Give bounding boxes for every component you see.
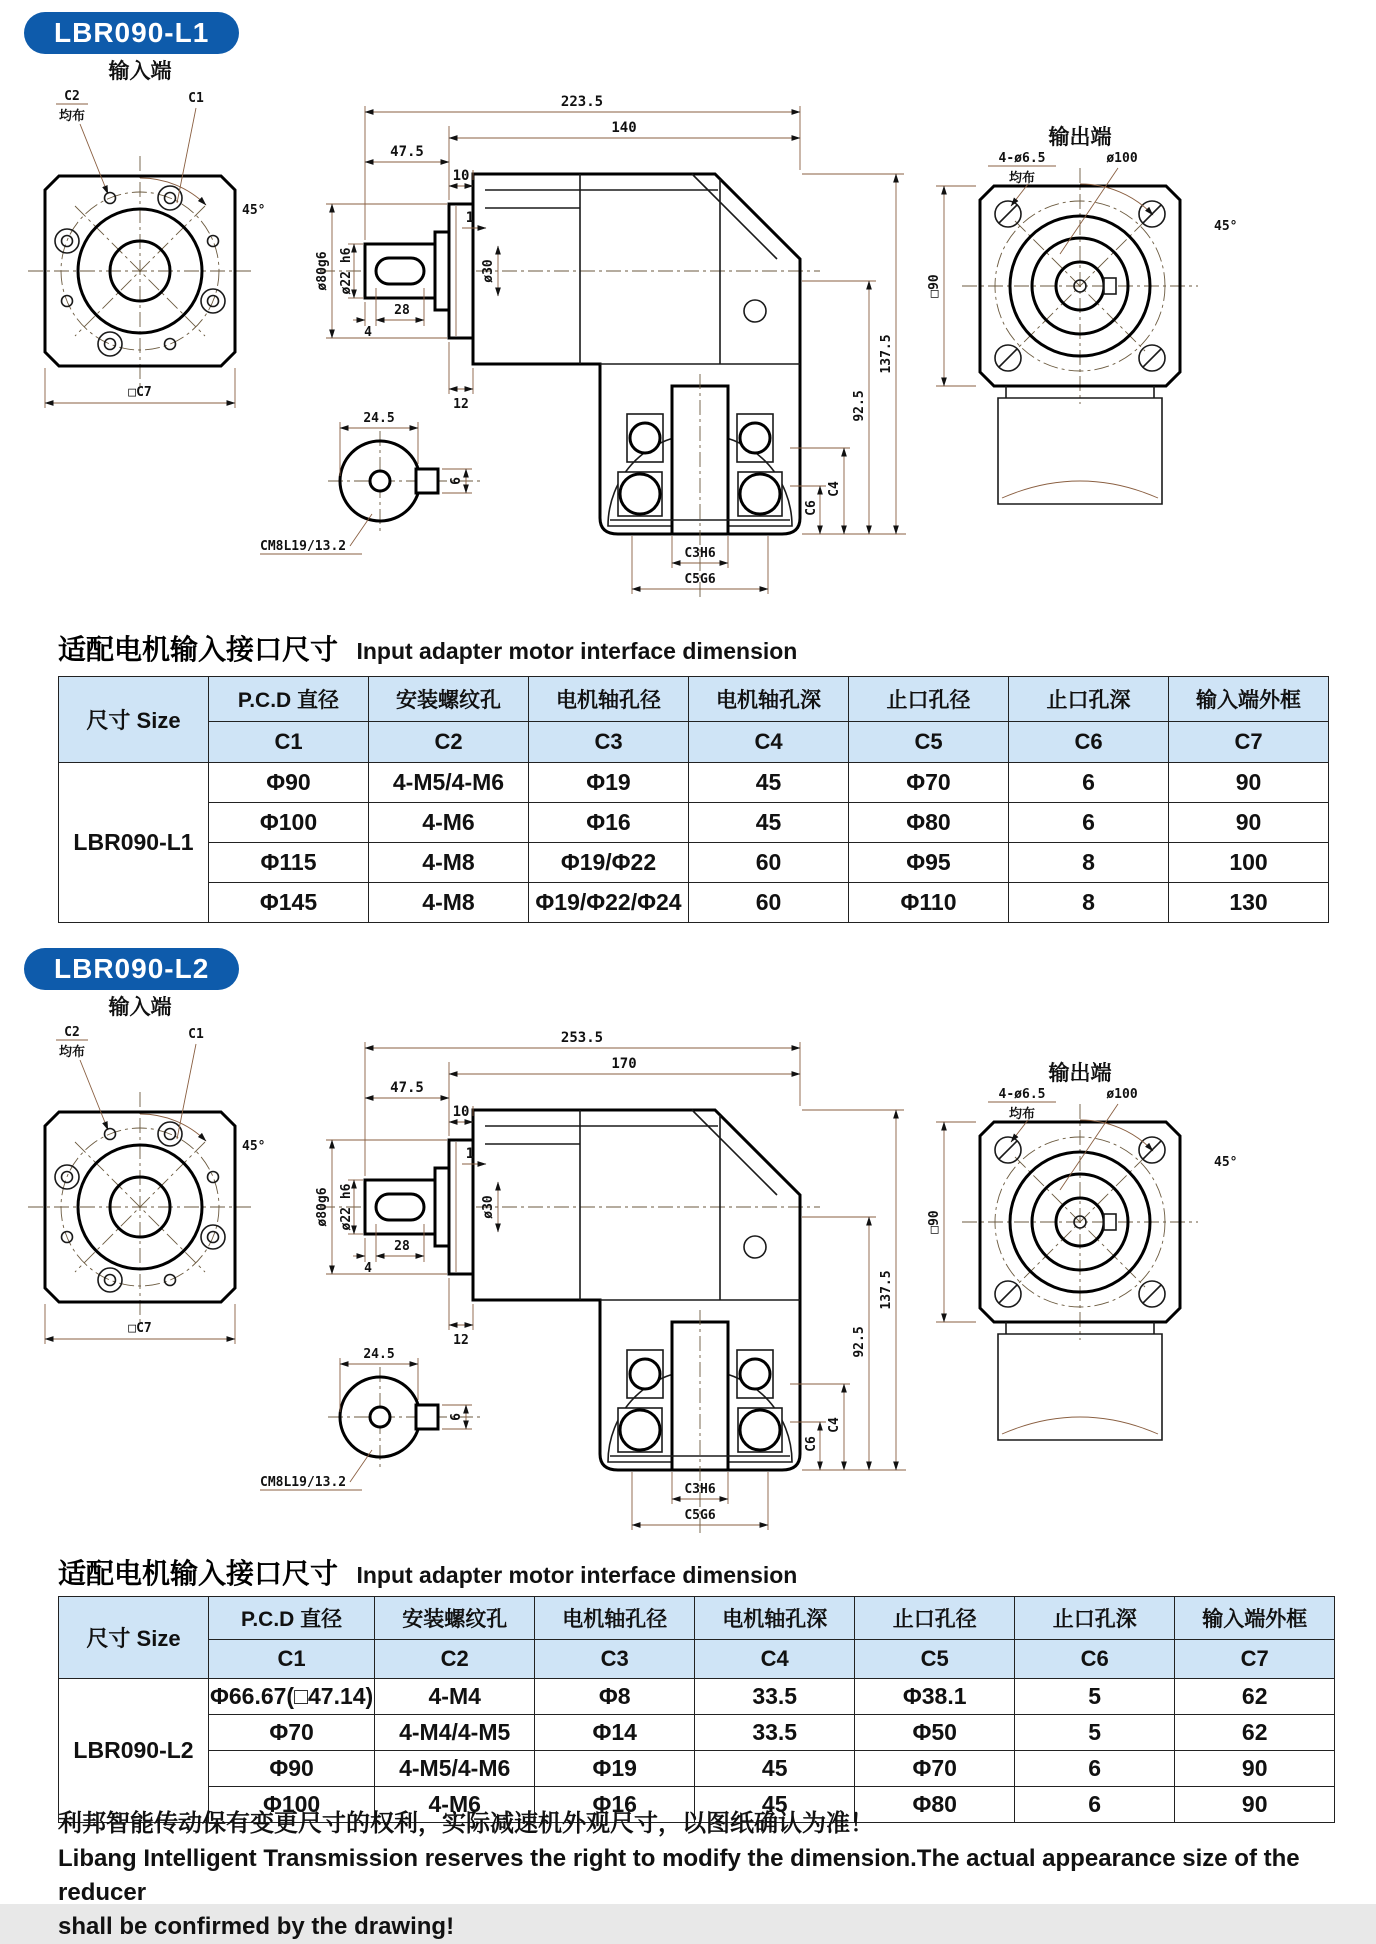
- technical-drawing-l2: [20, 992, 1356, 1552]
- table-title-en: Input adapter motor interface dimension: [356, 638, 798, 664]
- c3h6-dim: C3H6: [684, 546, 716, 561]
- cell-c3: Φ19/Φ22/Φ24: [529, 883, 689, 923]
- c1-callout: C1: [188, 1027, 204, 1042]
- output-holes-evenly-label: 均布: [1008, 1106, 1036, 1121]
- code-c2: C2: [369, 722, 529, 763]
- body-length-dim: 140: [611, 120, 637, 136]
- cell-c2: 4-M5/4-M6: [375, 1751, 535, 1787]
- key-length-dim: 28: [394, 1239, 410, 1254]
- mid-height-dim: 92.5: [852, 1326, 867, 1358]
- input-length-dim: 47.5: [390, 144, 424, 160]
- cell-c1: Φ70: [209, 1715, 375, 1751]
- cell-c3: Φ16: [529, 803, 689, 843]
- header-mount-thread: 安装螺纹孔: [369, 677, 529, 722]
- code-c5: C5: [849, 722, 1009, 763]
- cell-c5: Φ70: [849, 763, 1009, 803]
- front-view-l2: [28, 995, 265, 1344]
- cell-c4: 45: [689, 803, 849, 843]
- cell-c6: 6: [1009, 763, 1169, 803]
- plate-12-dim: 12: [453, 1333, 469, 1348]
- code-c7: C7: [1169, 722, 1329, 763]
- output-angle-label: 45°: [1214, 1155, 1238, 1170]
- input-end-label: 输入端: [108, 996, 172, 1019]
- cell-c6: 8: [1009, 843, 1169, 883]
- model-cell: LBR090-L2: [59, 1679, 209, 1823]
- thread-spec-label: CM8L19/13.2: [260, 1475, 347, 1490]
- header-shaft-bore-depth: 电机轴孔深: [689, 677, 849, 722]
- cell-c1: Φ90: [209, 1751, 375, 1787]
- cell-c2: 4-M6: [369, 803, 529, 843]
- header-mount-thread: 安装螺纹孔: [375, 1597, 535, 1640]
- cell-c7: 100: [1169, 843, 1329, 883]
- cell-c2: 4-M5/4-M6: [369, 763, 529, 803]
- detail-width-dim: 24.5: [363, 1347, 395, 1362]
- front-angle-label: 45°: [242, 203, 266, 218]
- cell-c1: Φ100: [209, 1787, 375, 1823]
- code-c6: C6: [1009, 722, 1169, 763]
- cell-c2: 4-M8: [369, 883, 529, 923]
- cell-c6: 6: [1015, 1787, 1175, 1823]
- cell-c2: 4-M4: [375, 1679, 535, 1715]
- c2-callout: C2: [64, 89, 80, 104]
- key-length-dim: 28: [394, 303, 410, 318]
- dimension-table-l1: [58, 676, 1329, 923]
- height-dim: 137.5: [879, 1270, 894, 1310]
- cell-c2: 4-M6: [375, 1787, 535, 1823]
- code-c1: C1: [209, 722, 369, 763]
- code-c3: C3: [535, 1640, 695, 1679]
- cell-c6: 5: [1015, 1679, 1175, 1715]
- cell-c2: 4-M8: [369, 843, 529, 883]
- flange-dia-dim: ø80g6: [315, 1187, 330, 1227]
- cell-c7: 130: [1169, 883, 1329, 923]
- technical-drawing-l1: [20, 56, 1356, 616]
- code-c3: C3: [529, 722, 689, 763]
- drawing-lbr090-l2: [20, 992, 1356, 1552]
- drawing-lbr090-l1: [20, 56, 1356, 616]
- code-c1: C1: [209, 1640, 375, 1679]
- cell-c4: 60: [689, 883, 849, 923]
- c3h6-dim: C3H6: [684, 1482, 716, 1497]
- header-spigot-depth: 止口孔深: [1015, 1597, 1175, 1640]
- cell-c6: 6: [1015, 1751, 1175, 1787]
- frame-c7-dim: □C7: [128, 1321, 152, 1336]
- input-length-dim: 47.5: [390, 1080, 424, 1096]
- disclaimer-zh: 利邦智能传动保有变更尺寸的权利，实际减速机外观尺寸，以图纸确认为准！: [58, 1810, 874, 1837]
- disclaimer-en-line2: shall be confirmed by the drawing!: [58, 1913, 455, 1940]
- cell-c5: Φ50: [855, 1715, 1015, 1751]
- body-length-dim: 170: [611, 1056, 637, 1072]
- side-view-l2: [260, 1030, 906, 1537]
- flange-dia-dim: ø80g6: [315, 251, 330, 291]
- c1-callout: C1: [188, 91, 204, 106]
- step-10-dim: 10: [452, 168, 470, 184]
- model-badge-lbr090-l2: LBR090-L2: [24, 948, 239, 990]
- output-end-label: 输出端: [1048, 1062, 1112, 1085]
- frame-c7-dim: □C7: [128, 385, 152, 400]
- c4-dim: C4: [827, 481, 842, 497]
- detail-height-dim: 6: [449, 477, 464, 485]
- code-c4: C4: [695, 1640, 855, 1679]
- cell-c3: Φ19/Φ22: [529, 843, 689, 883]
- cell-c4: 45: [695, 1787, 855, 1823]
- code-c7: C7: [1175, 1640, 1335, 1679]
- c2-evenly-label: 均布: [58, 108, 86, 123]
- cell-c1: Φ115: [209, 843, 369, 883]
- cell-c2: 4-M4/4-M5: [375, 1715, 535, 1751]
- cell-c5: Φ110: [849, 883, 1009, 923]
- table-heading-l2: [58, 1552, 797, 1592]
- output-view-l2: [927, 1061, 1237, 1440]
- code-c6: C6: [1015, 1640, 1175, 1679]
- shaft-dia-dim: ø22 h6: [339, 1183, 354, 1231]
- cell-c3: Φ14: [535, 1715, 695, 1751]
- cell-c4: 33.5: [695, 1715, 855, 1751]
- input-end-label: 输入端: [108, 60, 172, 83]
- cell-c5: Φ80: [855, 1787, 1015, 1823]
- header-spigot-dia: 止口孔径: [849, 677, 1009, 722]
- detail-width-dim: 24.5: [363, 411, 395, 426]
- cell-c7: 90: [1169, 763, 1329, 803]
- output-end-label: 输出端: [1048, 126, 1112, 149]
- code-c2: C2: [375, 1640, 535, 1679]
- cell-c7: 62: [1175, 1715, 1335, 1751]
- footer-disclaimer: [58, 1806, 1358, 1944]
- output-view-l1: [927, 125, 1237, 504]
- table-title-en: Input adapter motor interface dimension: [356, 1562, 798, 1588]
- table-heading-l1: [58, 628, 797, 668]
- table-title-zh: 适配电机输入接口尺寸: [58, 634, 339, 665]
- step-10-dim: 10: [452, 1104, 470, 1120]
- front-angle-label: 45°: [242, 1139, 266, 1154]
- cell-c6: 8: [1009, 883, 1169, 923]
- cell-c5: Φ95: [849, 843, 1009, 883]
- cell-c4: 60: [689, 843, 849, 883]
- cell-c5: Φ38.1: [855, 1679, 1015, 1715]
- cell-c4: 33.5: [695, 1679, 855, 1715]
- c6-dim: C6: [804, 1436, 819, 1452]
- cell-c3: Φ19: [535, 1751, 695, 1787]
- gap-1-dim: 1: [465, 210, 475, 226]
- total-length-dim: 253.5: [560, 1030, 604, 1046]
- cell-c6: 6: [1009, 803, 1169, 843]
- size-header-cell: 尺寸 Size: [59, 1597, 209, 1679]
- header-shaft-bore-dia: 电机轴孔径: [529, 677, 689, 722]
- size-header-cell: 尺寸 Size: [59, 677, 209, 763]
- table-title-zh: 适配电机输入接口尺寸: [58, 1558, 339, 1589]
- cell-c1: Φ100: [209, 803, 369, 843]
- c4-dim: C4: [827, 1417, 842, 1433]
- output-pcd-callout: ø100: [1106, 151, 1138, 166]
- cell-c4: 45: [689, 763, 849, 803]
- header-spigot-dia: 止口孔径: [855, 1597, 1015, 1640]
- output-pcd-callout: ø100: [1106, 1087, 1138, 1102]
- cell-c7: 90: [1169, 803, 1329, 843]
- thread-spec-label: CM8L19/13.2: [260, 539, 347, 554]
- side-view-l1: [260, 94, 906, 601]
- output-square-dim: □90: [927, 1210, 942, 1234]
- c6-dim: C6: [804, 500, 819, 516]
- output-holes-callout: 4-ø6.5: [998, 1087, 1046, 1102]
- detail-height-dim: 6: [449, 1413, 464, 1421]
- cell-c1: Φ145: [209, 883, 369, 923]
- header-spigot-depth: 止口孔深: [1009, 677, 1169, 722]
- cell-c1: Φ90: [209, 763, 369, 803]
- cell-c7: 90: [1175, 1751, 1335, 1787]
- key-offset-dim: 4: [364, 1261, 372, 1276]
- header-shaft-bore-depth: 电机轴孔深: [695, 1597, 855, 1640]
- disclaimer-en-line1: Libang Intelligent Transmission reserves the right to modify the dimension.The actual appearance size of the reducer: [58, 1845, 1300, 1906]
- header-shaft-bore-dia: 电机轴孔径: [535, 1597, 695, 1640]
- cell-c6: 5: [1015, 1715, 1175, 1751]
- gap-1-dim: 1: [465, 1146, 475, 1162]
- output-angle-label: 45°: [1214, 219, 1238, 234]
- front-view-l1: [28, 59, 265, 408]
- header-input-frame: 输入端外框: [1175, 1597, 1335, 1640]
- mid-height-dim: 92.5: [852, 390, 867, 422]
- output-holes-callout: 4-ø6.5: [998, 151, 1046, 166]
- cell-c1: Φ66.67(□47.14): [209, 1679, 375, 1715]
- total-length-dim: 223.5: [560, 94, 604, 110]
- c2-evenly-label: 均布: [58, 1044, 86, 1059]
- cell-c5: Φ80: [849, 803, 1009, 843]
- model-cell: LBR090-L1: [59, 763, 209, 923]
- header-input-frame: 输入端外框: [1169, 677, 1329, 722]
- cell-c3: Φ8: [535, 1679, 695, 1715]
- cell-c7: 62: [1175, 1679, 1335, 1715]
- bore-30-dim: ø30: [481, 259, 496, 283]
- cell-c7: 90: [1175, 1787, 1335, 1823]
- cell-c5: Φ70: [855, 1751, 1015, 1787]
- dimension-table-l2: [58, 1596, 1335, 1823]
- cell-c3: Φ19: [529, 763, 689, 803]
- shaft-section-detail-l2: [260, 1347, 482, 1490]
- c5g6-dim: C5G6: [684, 572, 716, 587]
- code-c4: C4: [689, 722, 849, 763]
- plate-12-dim: 12: [453, 397, 469, 412]
- code-c5: C5: [855, 1640, 1015, 1679]
- key-offset-dim: 4: [364, 325, 372, 340]
- header-pcd: P.C.D 直径: [209, 1597, 375, 1640]
- shaft-section-detail-l1: [260, 411, 482, 554]
- cell-c3: Φ16: [535, 1787, 695, 1823]
- header-pcd: P.C.D 直径: [209, 677, 369, 722]
- model-badge-lbr090-l1: LBR090-L1: [24, 12, 239, 54]
- output-holes-evenly-label: 均布: [1008, 170, 1036, 185]
- bore-30-dim: ø30: [481, 1195, 496, 1219]
- height-dim: 137.5: [879, 334, 894, 374]
- output-square-dim: □90: [927, 274, 942, 298]
- c2-callout: C2: [64, 1025, 80, 1040]
- c5g6-dim: C5G6: [684, 1508, 716, 1523]
- shaft-dia-dim: ø22 h6: [339, 247, 354, 295]
- cell-c4: 45: [695, 1751, 855, 1787]
